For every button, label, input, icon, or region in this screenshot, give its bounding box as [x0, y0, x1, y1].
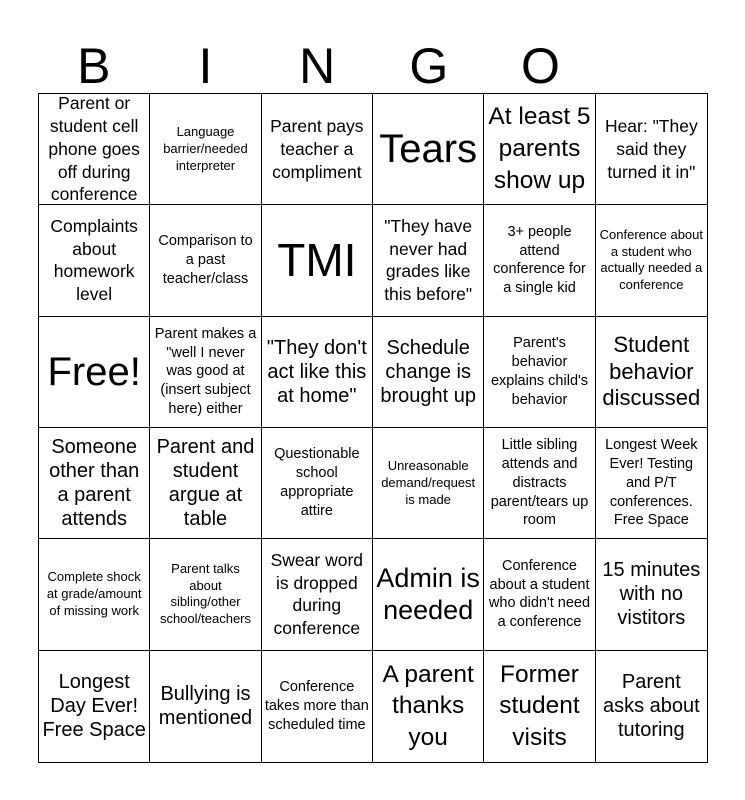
- cell-text: Schedule change is brought up: [380, 336, 476, 407]
- bingo-cell[interactable]: [39, 317, 150, 428]
- cell-text: Questionable school appropriate attire: [274, 446, 360, 519]
- bingo-board: [38, 93, 708, 763]
- bingo-cell[interactable]: [596, 317, 707, 428]
- bingo-cell[interactable]: [262, 205, 373, 316]
- bingo-cell[interactable]: [262, 651, 373, 762]
- cell-text: Bullying is mentioned: [158, 683, 253, 730]
- bingo-cell[interactable]: [150, 205, 261, 316]
- bingo-cell[interactable]: [596, 94, 707, 205]
- header-letter-o: O: [521, 38, 560, 94]
- cell-text: A parent thanks you: [382, 660, 474, 752]
- bingo-cell[interactable]: [262, 428, 373, 539]
- cell-text: Longest Week Ever! Testing and P/T conferences. Free Space: [605, 437, 698, 529]
- bingo-cell[interactable]: [373, 539, 484, 650]
- cell-text: Parent and student argue at table: [156, 436, 255, 531]
- bingo-cell[interactable]: [150, 317, 261, 428]
- cell-text: Former student visits: [499, 660, 580, 752]
- cell-text: Parent talks about sibling/other school/teachers: [159, 560, 252, 627]
- cell-text: 3+ people attend conference for a single kid: [493, 223, 586, 297]
- bingo-cell[interactable]: [262, 539, 373, 650]
- bingo-cell[interactable]: [262, 317, 373, 428]
- bingo-cell[interactable]: [39, 205, 150, 316]
- bingo-cell[interactable]: [373, 317, 484, 428]
- bingo-header: [38, 38, 708, 94]
- cell-text: Parent asks about tutoring: [602, 671, 700, 742]
- bingo-cell[interactable]: [484, 94, 595, 205]
- cell-text: Conference takes more than scheduled time: [264, 679, 369, 733]
- bingo-cell[interactable]: [484, 539, 595, 650]
- header-letter-b: B: [77, 38, 111, 94]
- bingo-cell[interactable]: [39, 539, 150, 650]
- cell-text: Conference about a student who didn't need a conference: [488, 557, 591, 631]
- cell-text: Longest Day Ever! Free Space: [42, 671, 146, 742]
- bingo-cell[interactable]: [596, 205, 707, 316]
- bingo-cell[interactable]: [373, 651, 484, 762]
- bingo-cell[interactable]: [484, 317, 595, 428]
- header-letter-n: N: [299, 38, 336, 94]
- bingo-cell[interactable]: [373, 428, 484, 539]
- bingo-cell[interactable]: [596, 651, 707, 762]
- cell-text: Someone other than a parent attends: [49, 436, 140, 531]
- cell-text: Tears: [379, 127, 478, 172]
- bingo-cell[interactable]: [373, 205, 484, 316]
- cell-text: Hear: "They said they turned it in": [604, 116, 698, 182]
- cell-text: Language barrier/needed interpreter: [163, 123, 248, 173]
- bingo-cell[interactable]: [373, 94, 484, 205]
- bingo-cell[interactable]: [150, 428, 261, 539]
- bingo-cell[interactable]: [262, 94, 373, 205]
- bingo-cell[interactable]: [150, 94, 261, 205]
- header-letter-g: G: [409, 38, 449, 94]
- bingo-cell[interactable]: [150, 651, 261, 762]
- bingo-cell[interactable]: [39, 94, 150, 205]
- bingo-cell[interactable]: [484, 205, 595, 316]
- cell-text: Admin is needed: [376, 562, 480, 626]
- bingo-cell[interactable]: [484, 651, 595, 762]
- header-letter-i: I: [198, 38, 213, 94]
- cell-text: Parent makes a "well I never was good at (insert subject here) either: [154, 325, 257, 418]
- cell-text: Comparison to a past teacher/class: [158, 233, 253, 287]
- cell-text: "They have never had grades like this before": [384, 215, 473, 305]
- cell-text: Conference about a student who actually needed a conference: [599, 226, 703, 293]
- free-space-text: Free!: [47, 349, 141, 394]
- cell-text: Unreasonable demand/request is made: [381, 457, 476, 507]
- bingo-cell[interactable]: [39, 651, 150, 762]
- cell-text: Complaints about homework level: [50, 215, 138, 305]
- cell-text: Parent or student cell phone goes off during conference: [48, 94, 140, 205]
- cell-text: Little sibling attends and distracts parent/tears up room: [490, 437, 589, 529]
- cell-text: At least 5 parents show up: [488, 103, 591, 195]
- bingo-cell[interactable]: [150, 539, 261, 650]
- cell-text: Parent's behavior explains child's behavior: [490, 335, 589, 408]
- cell-text: Swear word is dropped during conference: [270, 549, 364, 639]
- cell-text: TMI: [277, 234, 357, 287]
- bingo-cell[interactable]: [484, 428, 595, 539]
- bingo-cell[interactable]: [596, 428, 707, 539]
- bingo-cell[interactable]: [596, 539, 707, 650]
- cell-text: Parent pays teacher a compliment: [270, 116, 364, 182]
- cell-text: "They don't act like this at home": [266, 336, 367, 407]
- cell-text: Complete shock at grade/amount of missing work: [46, 569, 142, 618]
- bingo-cell[interactable]: [39, 428, 150, 539]
- cell-text: 15 minutes with no vistitors: [602, 559, 701, 630]
- cell-text: Student behavior discussed: [602, 332, 701, 411]
